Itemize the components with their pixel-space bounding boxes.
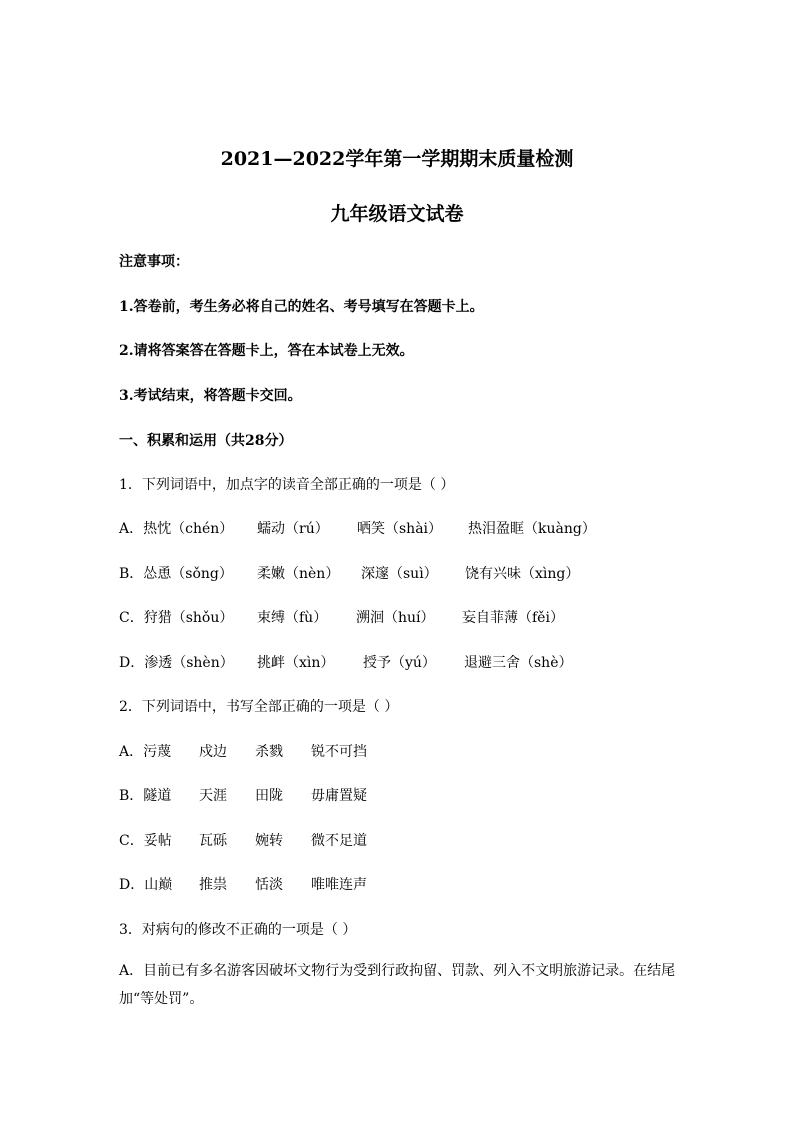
q1-c-word-4: 妄自菲薄（fěi） [462, 610, 564, 626]
notice-heading: 注意事项： [119, 254, 189, 270]
q2-d-word-3: 恬淡 [255, 877, 283, 893]
q1-d-word-1: D．渗透（shèn） [119, 655, 234, 671]
q2-c-word-2: 瓦砾 [199, 833, 227, 849]
q2-b-word-3: 田陇 [255, 788, 283, 804]
q1-d-word-4: 退避三舍（shè） [464, 655, 573, 671]
question-2-stem: 2．下列词语中，书写全部正确的一项是（ ） [119, 699, 399, 715]
q1-c-word-1: C．狩猎（shǒu） [119, 610, 234, 626]
question-3-option-a: A．目前已有多名游客因破坏文物行为受到行政拘留、罚款、列入不文明旅游记录。在结尾加“等处罚”。 [119, 963, 676, 1007]
q2-d-word-2: 推祟 [199, 877, 227, 893]
q2-b-word-1: B．隧道 [119, 788, 172, 804]
q1-b-word-4: 饶有兴味（xìng） [465, 566, 580, 582]
q2-d-word-4: 唯唯连声 [311, 877, 367, 893]
q1-b-word-2: 柔嫩（nèn） [257, 566, 340, 582]
q2-a-word-4: 锐不可挡 [311, 744, 367, 760]
q1-a-word-3: 哂笑（shài） [357, 521, 443, 537]
q1-b-word-1: B．怂恿（sǒng） [119, 566, 233, 582]
q2-b-word-2: 天涯 [199, 788, 227, 804]
q1-c-word-3: 溯洄（huí） [356, 610, 435, 626]
q2-c-word-4: 微不足道 [311, 833, 367, 849]
section-heading: 一、积累和运用（共28分） [119, 433, 293, 449]
q2-a-word-3: 杀戮 [255, 744, 283, 760]
q2-c-word-1: C．妥帖 [119, 833, 172, 849]
exam-title: 2021—2022学年第一学期期末质量检测 [220, 148, 574, 170]
q1-b-word-3: 深邃（suì） [361, 566, 438, 582]
q1-a-word-1: A．热忱（chén） [119, 521, 234, 537]
q1-c-word-2: 束缚（fù） [257, 610, 328, 626]
exam-subtitle: 九年级语文试卷 [330, 203, 464, 225]
question-1-stem: 1．下列词语中，加点字的读音全部正确的一项是（ ） [119, 477, 455, 493]
notice-item-2: 2.请将答案答在答题卡上，答在本试卷上无效。 [119, 343, 414, 359]
q2-a-word-2: 戍边 [199, 744, 227, 760]
notice-item-1: 1.答卷前，考生务必将自己的姓名、考号填写在答题卡上。 [119, 299, 484, 315]
q1-a-word-4: 热泪盈眶（kuàng） [468, 521, 596, 537]
notice-item-3: 3.考试结束，将答题卡交回。 [119, 388, 302, 404]
q1-a-word-2: 蠕动（rú） [257, 521, 329, 537]
q2-a-word-1: A．污蔑 [119, 744, 172, 760]
q2-c-word-3: 婉转 [255, 833, 283, 849]
q2-b-word-4: 毋庸置疑 [311, 788, 367, 804]
question-3-stem: 3．对病句的修改不正确的一项是（ ） [119, 922, 357, 938]
q2-d-word-1: D．山巅 [119, 877, 173, 893]
q1-d-word-3: 授予（yú） [363, 655, 436, 671]
q1-d-word-2: 挑衅（xìn） [257, 655, 335, 671]
